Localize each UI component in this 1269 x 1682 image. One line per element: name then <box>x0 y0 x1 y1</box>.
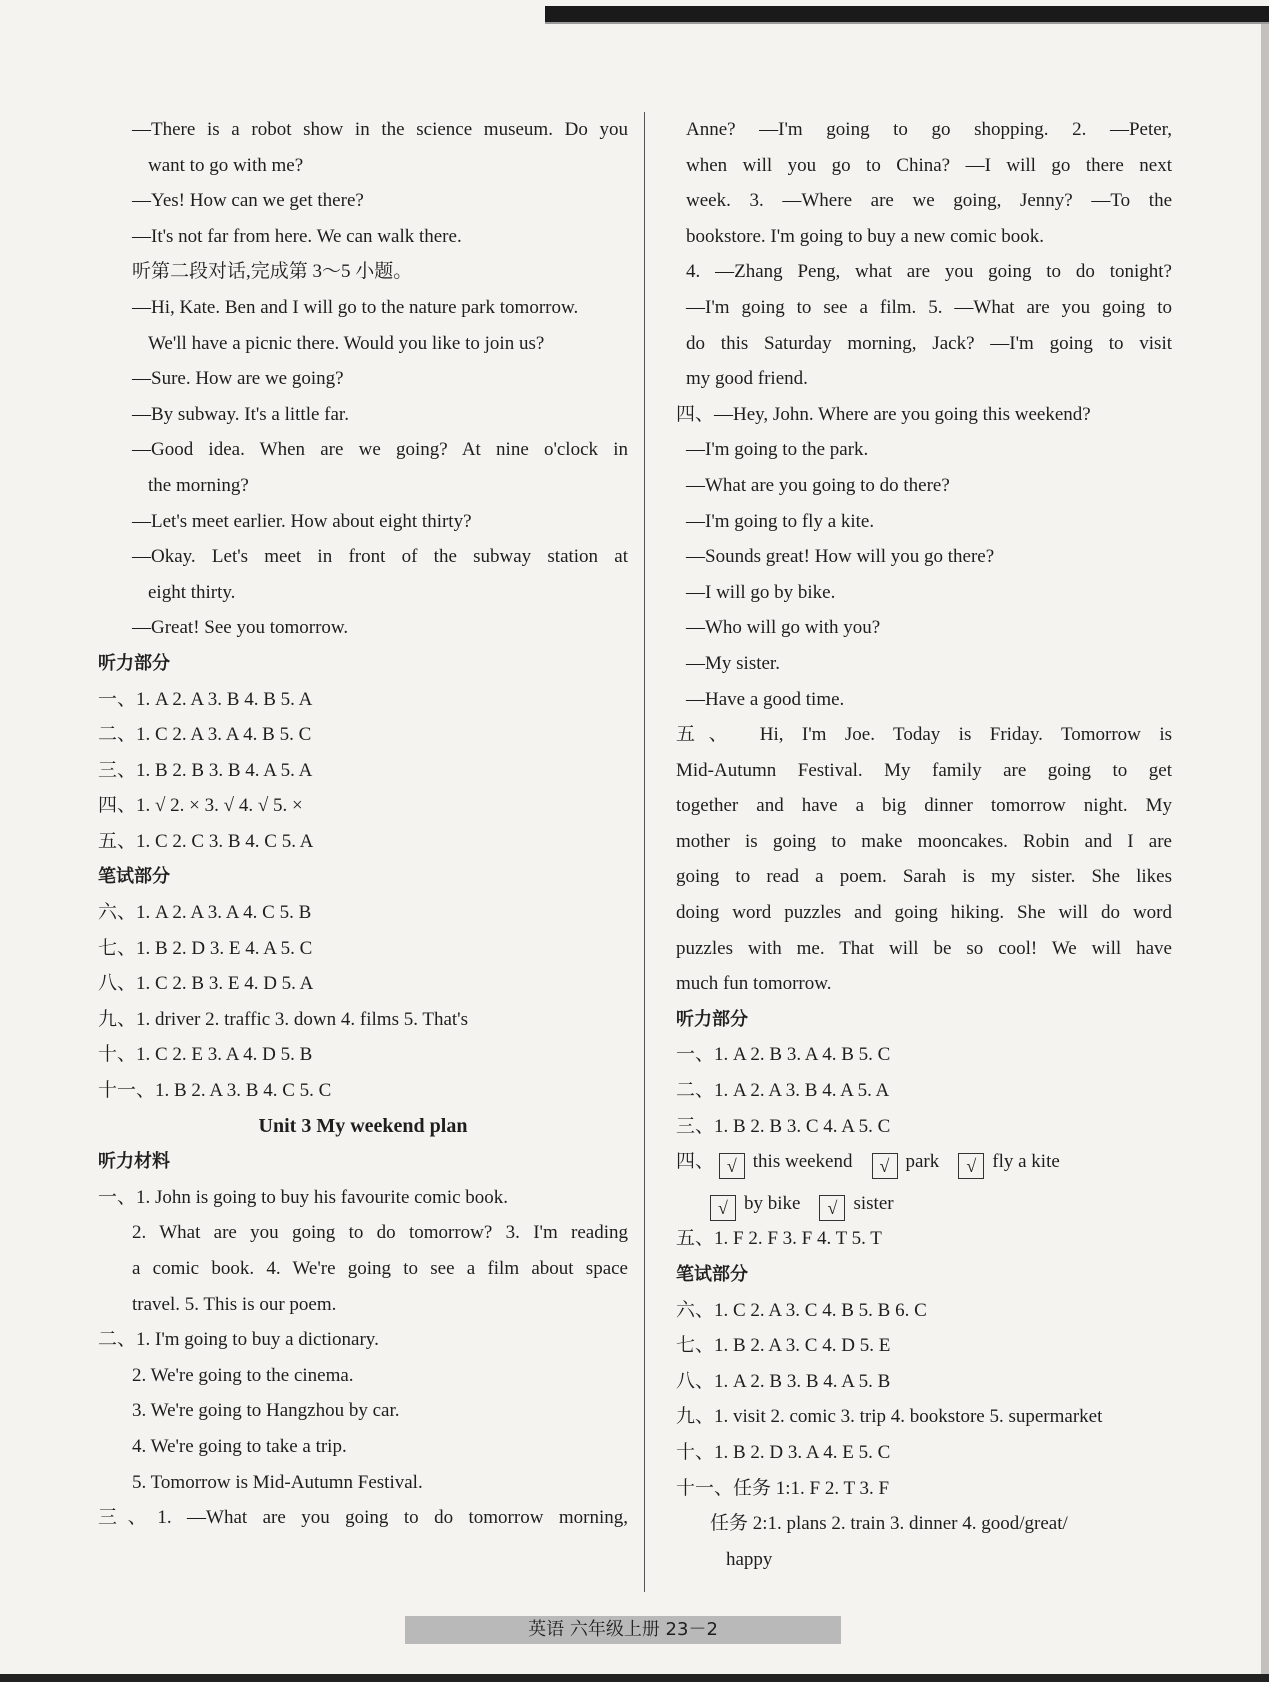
checkbox-label: park <box>905 1151 940 1173</box>
text-line: happy <box>726 1548 773 1570</box>
page-footer: 英语 六年级上册 23－2 <box>405 1616 841 1644</box>
text-line: 三、1. B 2. B 3. B 4. A 5. A <box>98 759 313 781</box>
text-line: 2. What are you going to do tomorrow? 3. I'm reading <box>132 1222 628 1244</box>
text-line: 听第二段对话,完成第 3～5 小题。 <box>132 261 413 283</box>
column-divider <box>644 112 645 1592</box>
text-line: Anne? —I'm going to go shopping. 2. —Peter, <box>686 119 1172 140</box>
text-line: 一、1. A 2. B 3. A 4. B 5. C <box>676 1044 891 1066</box>
checkbox-label: by bike <box>744 1192 801 1214</box>
text-line: —I'm going to the park. <box>686 439 869 461</box>
text-line: 任务 2:1. plans 2. train 3. dinner 4. good/great/ <box>710 1513 1068 1535</box>
text-line: 3. We're going to Hangzhou by car. <box>132 1400 400 1422</box>
text-line: 二、1. A 2. A 3. B 4. A 5. A <box>676 1080 890 1102</box>
text-line: 一、1. John is going to buy his favourite comic book. <box>98 1186 509 1208</box>
text-line: do this Saturday morning, Jack? —I'm going to visit <box>686 332 1172 354</box>
text-line: 四、—Hey, John. Where are you going this weekend? <box>676 403 1091 425</box>
text-line: —Okay. Let's meet in front of the subway station at <box>132 546 628 568</box>
page-right-shadow <box>1261 24 1269 1682</box>
text-line: Unit 3 My weekend plan <box>258 1114 468 1137</box>
text-line: 十、1. B 2. D 3. A 4. E 5. C <box>676 1441 891 1463</box>
checkbox-label: this weekend <box>752 1151 853 1173</box>
text-line: 五、 Hi, I'm Joe. Today is Friday. Tomorrow is <box>676 724 1172 746</box>
checkbox-label: sister <box>853 1192 894 1214</box>
text-line: 十一、任务 1:1. F 2. T 3. F <box>676 1477 890 1499</box>
check-box-icon: √ <box>710 1195 736 1221</box>
page-bottom-edge <box>0 1674 1269 1682</box>
check-box-icon: √ <box>719 1153 745 1179</box>
text-line: Mid-Autumn Festival. My family are going to get <box>676 759 1172 781</box>
text-line: 六、1. A 2. A 3. A 4. C 5. B <box>98 902 312 924</box>
text-line: 六、1. C 2. A 3. C 4. B 5. B 6. C <box>676 1299 927 1321</box>
text-line: when will you go to China? —I will go there next <box>686 154 1172 176</box>
text-line: 四、1. √ 2. × 3. √ 4. √ 5. × <box>98 795 303 817</box>
text-line: 十、1. C 2. E 3. A 4. D 5. B <box>98 1044 313 1066</box>
left-column <box>98 112 628 1536</box>
page-top-edge-line <box>545 22 1269 24</box>
text-line: doing word puzzles and going hiking. She will do word <box>676 902 1172 924</box>
checkbox-row-prefix: 四、 <box>676 1151 715 1173</box>
text-line: 二、1. I'm going to buy a dictionary. <box>98 1329 379 1351</box>
text-line: —I'm going to fly a kite. <box>686 510 875 532</box>
text-line: —Good idea. When are we going? At nine o'clock in <box>132 439 628 461</box>
text-line: travel. 5. This is our poem. <box>132 1293 337 1315</box>
text-line: 八、1. A 2. B 3. B 4. A 5. B <box>676 1370 891 1392</box>
text-line: 笔试部分 <box>98 866 170 888</box>
text-line: 三、1. —What are you going to do tomorrow morning, <box>98 1507 628 1529</box>
text-line: a comic book. 4. We're going to see a film about space <box>132 1258 628 1279</box>
text-line: —Have a good time. <box>686 688 845 710</box>
page-top-edge <box>545 6 1269 22</box>
text-line: 五、1. F 2. F 3. F 4. T 5. T <box>676 1228 882 1250</box>
text-line: 4. We're going to take a trip. <box>132 1435 347 1457</box>
text-line: 一、1. A 2. A 3. B 4. B 5. A <box>98 688 313 710</box>
text-line: —Let's meet earlier. How about eight thirty? <box>132 510 472 532</box>
text-line: 听力材料 <box>98 1151 170 1173</box>
text-line: my good friend. <box>686 368 808 390</box>
text-line: together and have a big dinner tomorrow night. My <box>676 795 1172 817</box>
text-line: —There is a robot show in the science museum. Do you <box>132 119 628 140</box>
check-box-icon: √ <box>958 1153 984 1179</box>
text-line: 听力部分 <box>98 652 170 674</box>
text-line: —What are you going to do there? <box>686 474 950 496</box>
text-line: going to read a poem. Sarah is my sister. She likes <box>676 866 1172 888</box>
text-line: —By subway. It's a little far. <box>132 403 349 425</box>
text-line: 八、1. C 2. B 3. E 4. D 5. A <box>98 973 314 995</box>
text-line: 九、1. visit 2. comic 3. trip 4. bookstore 5. supermarket <box>676 1406 1103 1428</box>
text-line: 4. —Zhang Peng, what are you going to do tonight? <box>686 261 1172 283</box>
text-line: the morning? <box>148 474 249 496</box>
text-line: —I'm going to see a film. 5. —What are you going to <box>686 296 1172 318</box>
text-line: 七、1. B 2. D 3. E 4. A 5. C <box>98 937 313 959</box>
text-line: 听力部分 <box>676 1008 748 1030</box>
checkbox-row-1 <box>676 1144 1172 1180</box>
text-line: mother is going to make mooncakes. Robin and I are <box>676 830 1172 852</box>
text-line: 十一、1. B 2. A 3. B 4. C 5. C <box>98 1080 332 1102</box>
text-line: —Hi, Kate. Ben and I will go to the nature park tomorrow. <box>132 296 579 318</box>
text-line: 2. We're going to the cinema. <box>132 1364 354 1386</box>
text-line: —Sounds great! How will you go there? <box>686 546 995 568</box>
text-line: eight thirty. <box>148 581 236 603</box>
text-line: much fun tomorrow. <box>676 973 832 995</box>
text-line: puzzles with me. That will be so cool! We will have <box>676 937 1172 959</box>
text-line: —It's not far from here. We can walk there. <box>132 225 462 247</box>
text-line: —Great! See you tomorrow. <box>132 617 349 639</box>
text-line: 笔试部分 <box>676 1264 748 1285</box>
text-line: 五、1. C 2. C 3. B 4. C 5. A <box>98 830 314 852</box>
text-line: bookstore. I'm going to buy a new comic book. <box>686 225 1045 247</box>
right-column <box>676 112 1172 1577</box>
text-line: 5. Tomorrow is Mid-Autumn Festival. <box>132 1471 423 1493</box>
text-line: 三、1. B 2. B 3. C 4. A 5. C <box>676 1115 891 1137</box>
text-line: —Sure. How are we going? <box>132 368 344 390</box>
check-box-icon: √ <box>819 1195 845 1221</box>
right-column-top <box>676 112 1172 1144</box>
text-line: —Who will go with you? <box>686 617 881 639</box>
text-line: We'll have a picnic there. Would you like to join us? <box>148 332 545 354</box>
check-box-icon: √ <box>872 1153 898 1179</box>
text-line: 二、1. C 2. A 3. A 4. B 5. C <box>98 724 312 746</box>
text-line: 九、1. driver 2. traffic 3. down 4. films 5. That's <box>98 1008 468 1030</box>
checkbox-row-2 <box>676 1186 1172 1222</box>
text-line: want to go with me? <box>148 154 304 176</box>
right-column-bottom <box>676 1221 1172 1577</box>
text-line: —Yes! How can we get there? <box>132 190 364 212</box>
text-line: week. 3. —Where are we going, Jenny? —To the <box>686 190 1172 212</box>
text-line: 七、1. B 2. A 3. C 4. D 5. E <box>676 1335 891 1357</box>
checkbox-label: fly a kite <box>992 1151 1060 1173</box>
text-line: —I will go by bike. <box>686 581 836 603</box>
text-line: —My sister. <box>686 652 780 674</box>
